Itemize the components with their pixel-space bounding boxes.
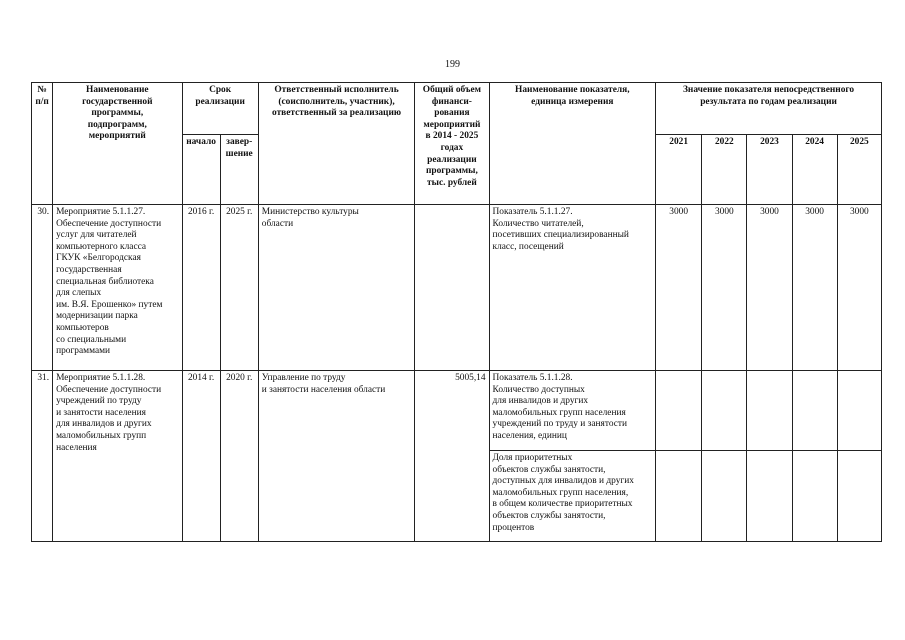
row-value-2021 [656,371,702,451]
row-value-2025: 3000 [837,205,881,371]
row-value-2024: 3000 [792,205,837,371]
row-volume [415,205,489,371]
row-end-year: 2020 г. [220,371,258,542]
row-value-2021 [656,451,702,542]
row-activity-name: Мероприятие 5.1.1.27. Обеспечение доступности услуг для читателей компьютерного класса ГКУК «Белгородская государственная специальная библиотека для слепых им. В.Я. Ерошенко» путем модернизации парка компьютеров со специальными программами [53,205,182,371]
row-value-2021: 3000 [656,205,702,371]
row-indicator-name: Доля приоритетных объектов службы занятости, доступных для инвалидов и других маломобильных групп населения, в общем количестве приоритетных объектов службы занятости, процентов [489,451,656,542]
row-value-2022 [702,451,747,542]
row-activity-name: Мероприятие 5.1.1.28. Обеспечение доступности учреждений по труду и занятости населения для инвалидов и других маломобильных групп населения [53,371,182,542]
header-term: Срок реализации [182,83,258,135]
row-start-year: 2014 г. [182,371,220,542]
header-year-2023: 2023 [747,135,792,205]
table-row-30 [32,205,882,371]
header-year-2021: 2021 [656,135,702,205]
row-volume: 5005,14 [415,371,489,542]
header-year-2022: 2022 [702,135,747,205]
header-term-start: начало [182,135,220,205]
header-row-1 [32,83,882,135]
row-responsible: Министерство культуры области [258,205,415,371]
header-responsible: Ответственный исполнитель (соисполнитель, участник), ответственный за реализацию [258,83,415,205]
row-value-2022 [702,371,747,451]
row-number: 30. [32,205,53,371]
row-value-2023 [747,451,792,542]
row-indicator-name: Показатель 5.1.1.27. Количество читателей, посетивших специализированный класс, посещений [489,205,656,371]
row-value-2022: 3000 [702,205,747,371]
row-start-year: 2016 г. [182,205,220,371]
row-value-2024 [792,371,837,451]
header-indicator: Наименование показателя, единица измерения [489,83,656,205]
row-indicator-name: Показатель 5.1.1.28. Количество доступных для инвалидов и других маломобильных групп населения учреждений по труду и занятости населения, единиц [489,371,656,451]
header-year-2025: 2025 [837,135,881,205]
row-end-year: 2025 г. [220,205,258,371]
row-number: 31. [32,371,53,542]
page-number: 199 [445,59,460,70]
program-table [31,82,882,542]
row-value-2024 [792,451,837,542]
header-values: Значение показателя непосредственного результата по годам реализации [656,83,882,135]
row-value-2025 [837,451,881,542]
header-volume: Общий объем финанси- рования мероприятий в 2014 - 2025 годах реализации программы, тыс. рублей [415,83,489,205]
row-value-2023 [747,371,792,451]
header-year-2024: 2024 [792,135,837,205]
row-value-2023: 3000 [747,205,792,371]
table-row-31 [32,371,882,451]
header-term-end: завер- шение [220,135,258,205]
header-name: Наименование государственной программы, подпрограмм, мероприятий [53,83,182,205]
row-responsible: Управление по труду и занятости населения области [258,371,415,542]
header-number: № п/п [32,83,53,205]
row-value-2025 [837,371,881,451]
